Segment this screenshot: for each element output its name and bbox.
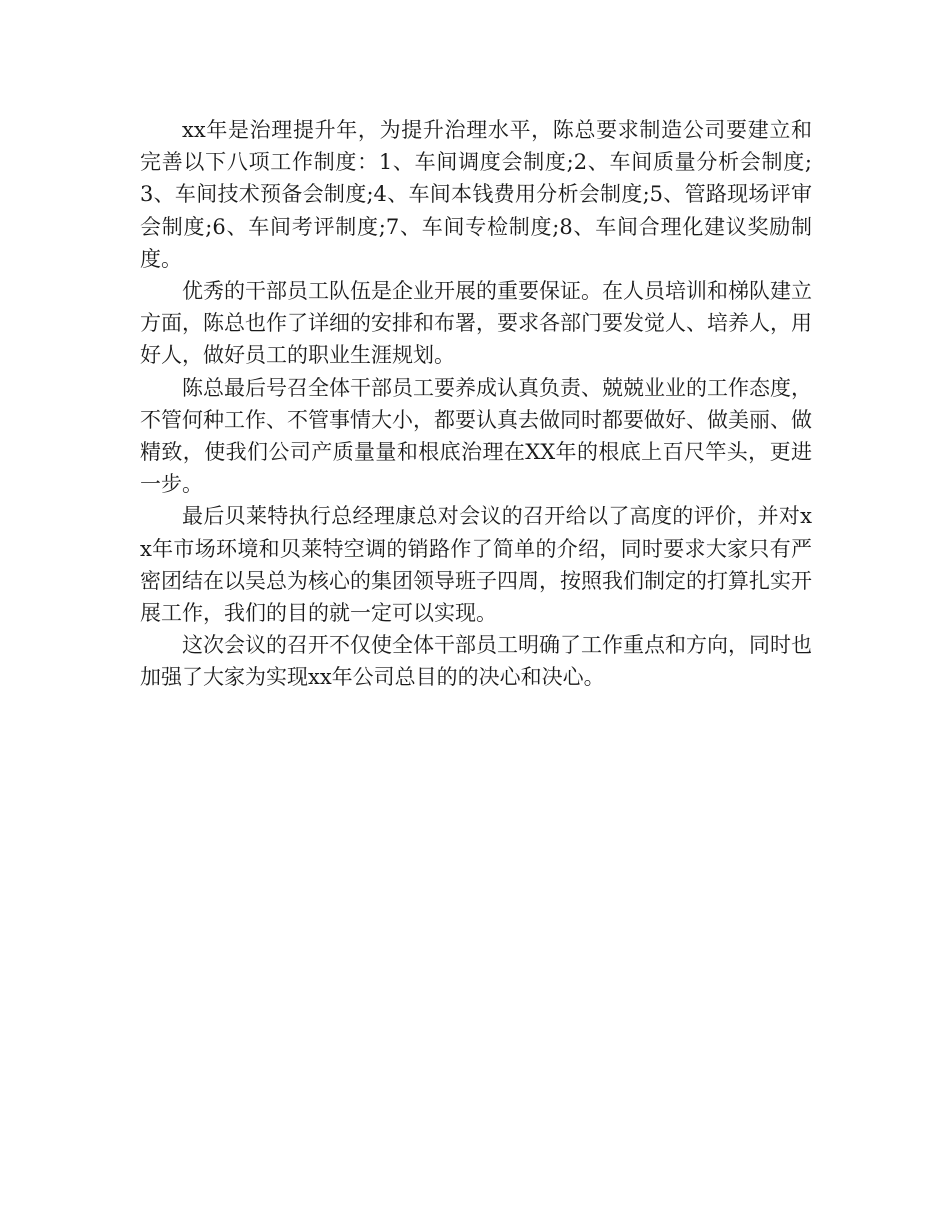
paragraph-management-systems: xx年是治理提升年，为提升治理水平，陈总要求制造公司要建立和完善以下八项工作制度：1、车间调度会制度;2、车间质量分析会制度;3、车间技术预备会制度;4、车间本钱费用分析会制度;5、管路现场评审会制度;6、车间考评制度;7、车间专检制度;8、车间合理化建议奖励制度。 [140, 118, 812, 271]
document-body [140, 114, 812, 694]
paragraph-executive-evaluation: 最后贝莱特执行总经理康总对会议的召开给以了高度的评价，并对xx年市场环境和贝莱特空调的销路作了简单的介绍，同时要求大家只有严密团结在以吴总为核心的集团领导班子四周，按照我们制定的打算扎实开展工作，我们的目的就一定可以实现。 [140, 504, 812, 626]
paragraph-work-attitude: 陈总最后号召全体干部员工要养成认真负责、兢兢业业的工作态度，不管何种工作、不管事情大小，都要认真去做同时都要做好、做美丽、做精致，使我们公司产质量量和根底治理在XX年的根底上百尺竿头，更进一步。 [140, 375, 812, 497]
paragraph-meeting-conclusion: 这次会议的召开不仅使全体干部员工明确了工作重点和方向，同时也加强了大家为实现xx年公司总目的的决心和决心。 [140, 633, 812, 690]
paragraph-staff-training: 优秀的干部员工队伍是企业开展的重要保证。在人员培训和梯队建立方面，陈总也作了详细的安排和布署，要求各部门要发觉人、培养人，用好人，做好员工的职业生涯规划。 [140, 279, 812, 368]
